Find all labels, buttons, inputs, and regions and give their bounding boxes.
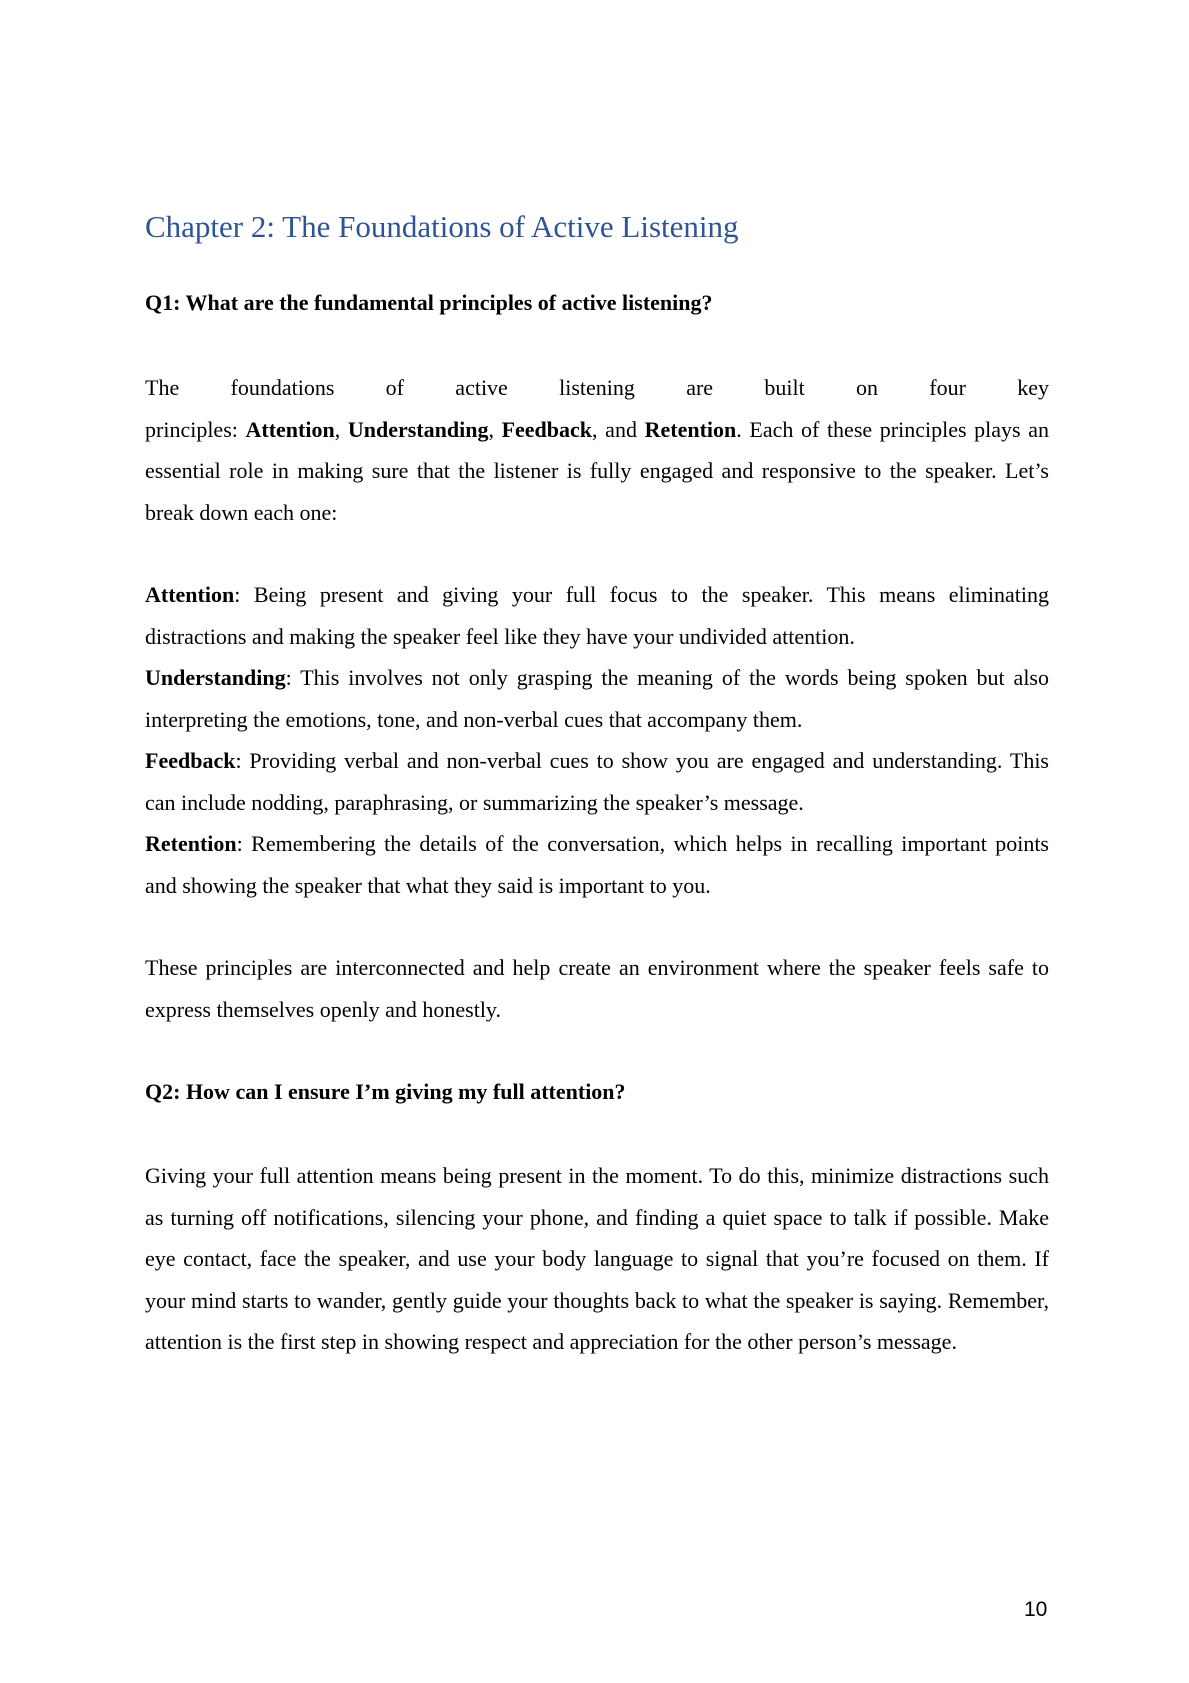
term-attention: Attention (245, 416, 335, 442)
principle-term: Understanding (145, 665, 286, 690)
chapter-title: Chapter 2: The Foundations of Active Listening (145, 209, 739, 244)
q1-intro-rest: . Each of these principles plays an essential role in making sure that the listener is fully engaged and responsive to the speaker. Let’s break down each one: (145, 416, 1050, 525)
q2-answer-paragraph: Giving your full attention means being present in the moment. To do this, minimize distractions such as turning off notifications, silencing your phone, and finding a quiet space to talk if possible. Make eye contact, face the speaker, and use your body language to signal that you’re focused on them. If your mind starts to wander, gently guide your thoughts back to what the speaker is saying. Remember, attention is the first step in showing respect and appreciation for the other person’s message. (145, 1163, 1049, 1354)
principle-desc: : Providing verbal and non-verbal cues to show you are engaged and understanding. This can include nodding, paraphrasing, or summarizing the speaker’s message. (145, 748, 1049, 815)
question-2-heading: Q2: How can I ensure I’m giving my full attention? (145, 1079, 626, 1104)
q1-closing-paragraph: These principles are interconnected and help create an environment where the speaker feels safe to express themselves openly and honestly. (145, 955, 1049, 1022)
principle-term: Retention (145, 831, 237, 856)
principle-attention (145, 574, 1049, 657)
page-number: 10 (1024, 1598, 1048, 1621)
principles-list (145, 574, 1049, 906)
principle-retention (145, 823, 1049, 906)
q1-intro-paragraph (145, 367, 1049, 533)
principle-term: Attention (145, 582, 235, 607)
q1-intro-pre: principles: (145, 416, 246, 442)
principle-understanding (145, 657, 1049, 740)
term-retention: Retention (644, 416, 737, 442)
principle-feedback (145, 740, 1049, 823)
principle-desc: : Remembering the details of the conversation, which helps in recalling important points and showing the speaker that what they said is important to you. (145, 831, 1049, 898)
principle-desc: : This involves not only grasping the meaning of the words being spoken but also interpreting the emotions, tone, and non-verbal cues that accompany them. (145, 665, 1049, 732)
q1-intro-sep2: , (488, 416, 502, 442)
term-feedback: Feedback (501, 416, 593, 442)
term-understanding: Understanding (347, 416, 489, 442)
q1-intro-sep1: , (334, 416, 348, 442)
principle-term: Feedback (145, 748, 236, 773)
principle-desc: : Being present and giving your full focus to the speaker. This means eliminating distractions and making the speaker feel like they have your undivided attention. (145, 582, 1049, 649)
q1-intro-sep3: , and (592, 416, 645, 442)
q1-intro-line-1: The foundations of active listening are built on four key (145, 375, 1049, 400)
question-1-heading: Q1: What are the fundamental principles of active listening? (145, 290, 713, 315)
